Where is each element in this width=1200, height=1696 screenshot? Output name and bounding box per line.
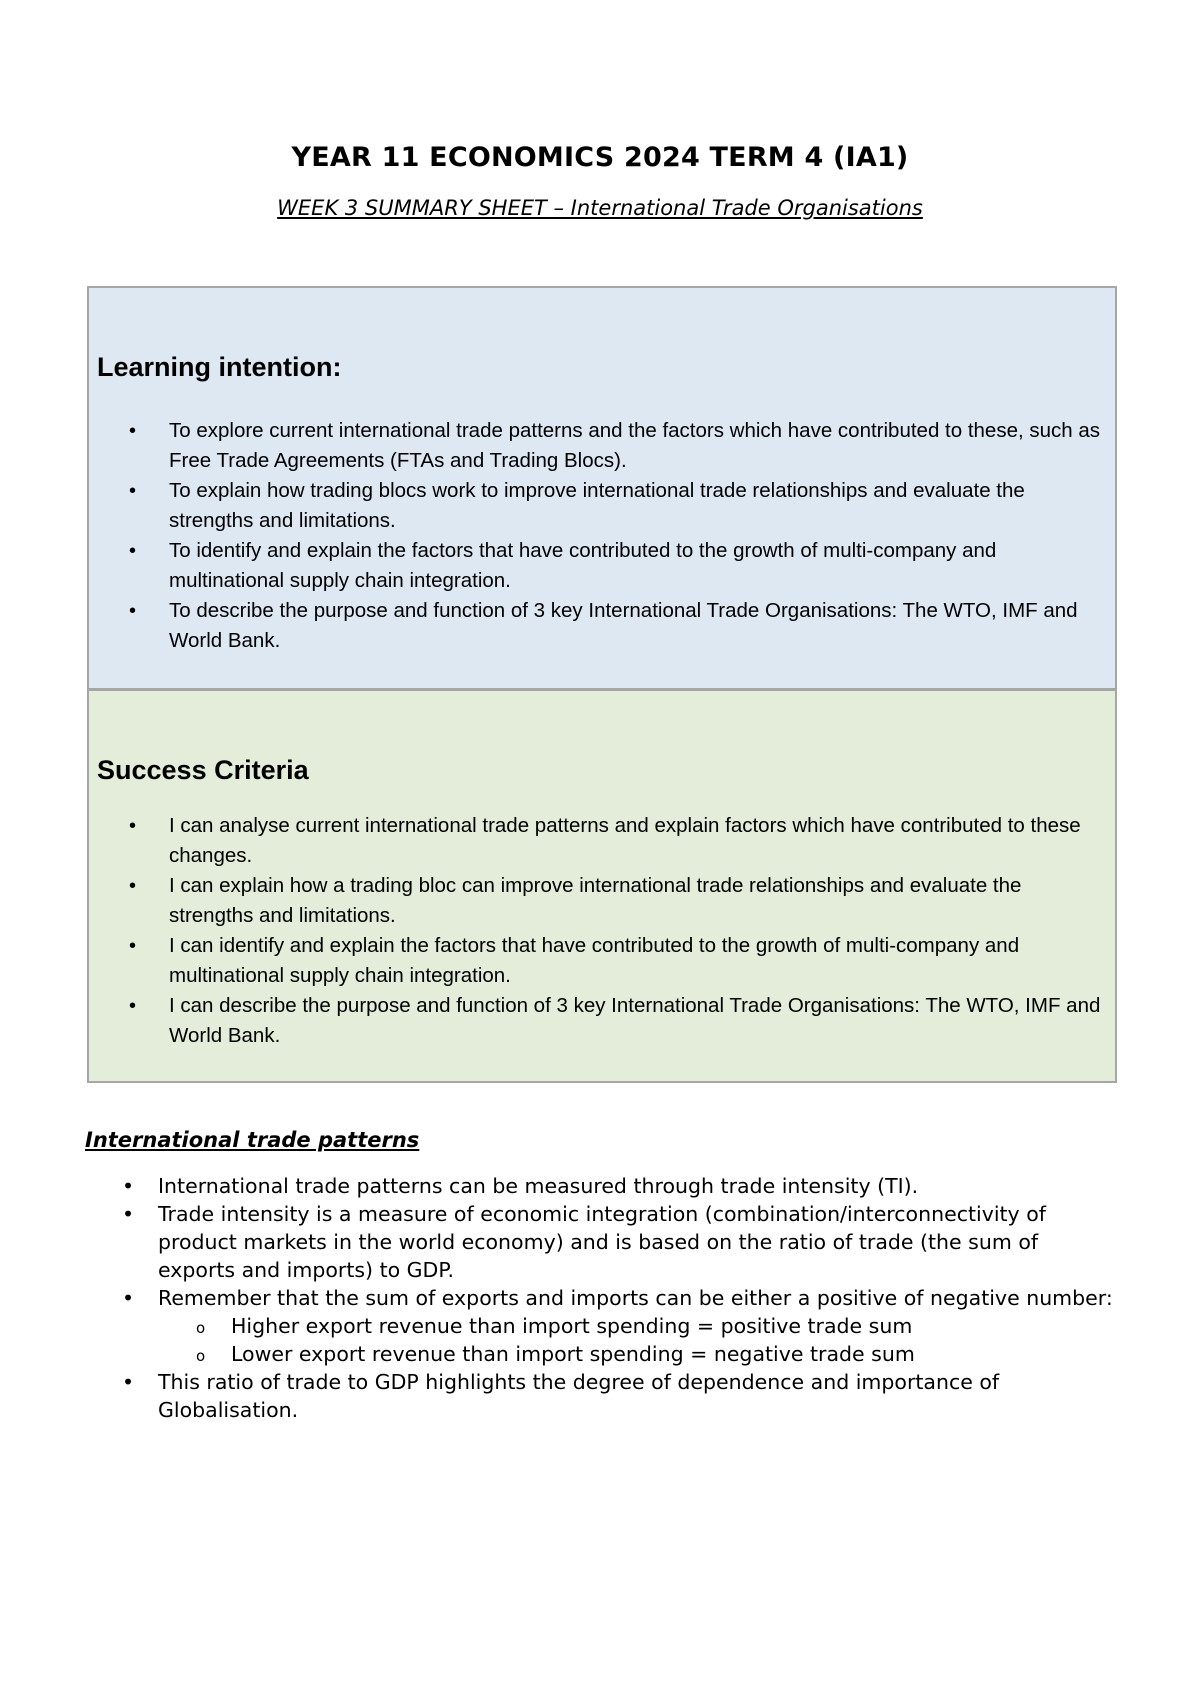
- sub-list-item-text: Higher export revenue than import spending = positive trade sum: [231, 1314, 913, 1338]
- list-item: [89, 871, 1115, 931]
- bullet-icon: •: [129, 540, 137, 562]
- bullet-icon: •: [129, 420, 137, 442]
- document-subtitle: WEEK 3 SUMMARY SHEET – International Trade Organisations: [277, 196, 923, 220]
- list-item-text: I can describe the purpose and function of 3 key International Trade Organisations: The WTO, IMF and World Bank.: [169, 994, 1101, 1047]
- sub-list-item: [158, 1312, 1120, 1340]
- list-item: [89, 991, 1115, 1051]
- list-item: [0, 1172, 1200, 1200]
- list-item-text: To describe the purpose and function of 3 key International Trade Organisations: The WTO, IMF and World Bank.: [169, 599, 1078, 652]
- document-title: YEAR 11 ECONOMICS 2024 TERM 4 (IA1): [291, 142, 909, 173]
- list-item: [89, 476, 1115, 536]
- list-item: [89, 536, 1115, 596]
- list-item-text: This ratio of trade to GDP highlights the degree of dependence and importance of Globalisation.: [158, 1370, 1000, 1422]
- list-item: [89, 931, 1115, 991]
- circle-bullet-icon: o: [196, 1319, 206, 1337]
- learning-intention-list: [89, 416, 1115, 656]
- trade-sum-sublist: [158, 1312, 1120, 1368]
- list-item-text: Trade intensity is a measure of economic integration (combination/interconnectivity of product markets in the world economy) and is based on the ratio of trade (the sum of exports and imports) to GDP.: [158, 1202, 1046, 1282]
- trade-patterns-list: [0, 1172, 1200, 1424]
- list-item: [89, 416, 1115, 476]
- sub-list-item: [158, 1340, 1120, 1368]
- list-item-text: To identify and explain the factors that have contributed to the growth of multi-company and multinational supply chain integration.: [169, 539, 997, 592]
- bullet-icon: •: [122, 1202, 135, 1226]
- list-item-text: To explore current international trade patterns and the factors which have contributed to these, such as Free Trade Agreements (FTAs and Trading Blocs).: [169, 419, 1101, 472]
- list-item-text: I can identify and explain the factors that have contributed to the growth of multi-company and multinational supply chain integration.: [169, 934, 1020, 987]
- success-criteria-heading: Success Criteria: [97, 755, 309, 785]
- bullet-icon: •: [122, 1370, 135, 1394]
- list-item-text: To explain how trading blocs work to improve international trade relationships and evaluate the strengths and limitations.: [169, 479, 1025, 532]
- list-item: [0, 1284, 1200, 1368]
- bullet-icon: •: [129, 995, 137, 1017]
- success-criteria-list: [89, 811, 1115, 1051]
- bullet-icon: •: [122, 1174, 135, 1198]
- list-item-text: Remember that the sum of exports and imports can be either a positive of negative number:: [158, 1286, 1113, 1310]
- bullet-icon: •: [129, 815, 137, 837]
- success-criteria-box: [87, 689, 1117, 1083]
- list-item-text: I can analyse current international trade patterns and explain factors which have contributed to these changes.: [169, 814, 1081, 867]
- list-item-text: International trade patterns can be measured through trade intensity (TI).: [158, 1174, 919, 1198]
- learning-intention-heading: Learning intention:: [97, 352, 342, 382]
- bullet-icon: •: [129, 600, 137, 622]
- bullet-icon: •: [129, 480, 137, 502]
- list-item: [0, 1200, 1200, 1284]
- bullet-icon: •: [129, 875, 137, 897]
- learning-intention-box: [87, 286, 1117, 690]
- bullet-icon: •: [122, 1286, 135, 1310]
- bullet-icon: •: [129, 935, 137, 957]
- list-item: [89, 811, 1115, 871]
- list-item: [0, 1368, 1200, 1424]
- trade-patterns-heading: International trade patterns: [85, 1128, 420, 1152]
- circle-bullet-icon: o: [196, 1347, 206, 1365]
- list-item: [89, 596, 1115, 656]
- list-item-text: I can explain how a trading bloc can improve international trade relationships and evaluate the strengths and limitations.: [169, 874, 1022, 927]
- sub-list-item-text: Lower export revenue than import spending = negative trade sum: [231, 1342, 915, 1366]
